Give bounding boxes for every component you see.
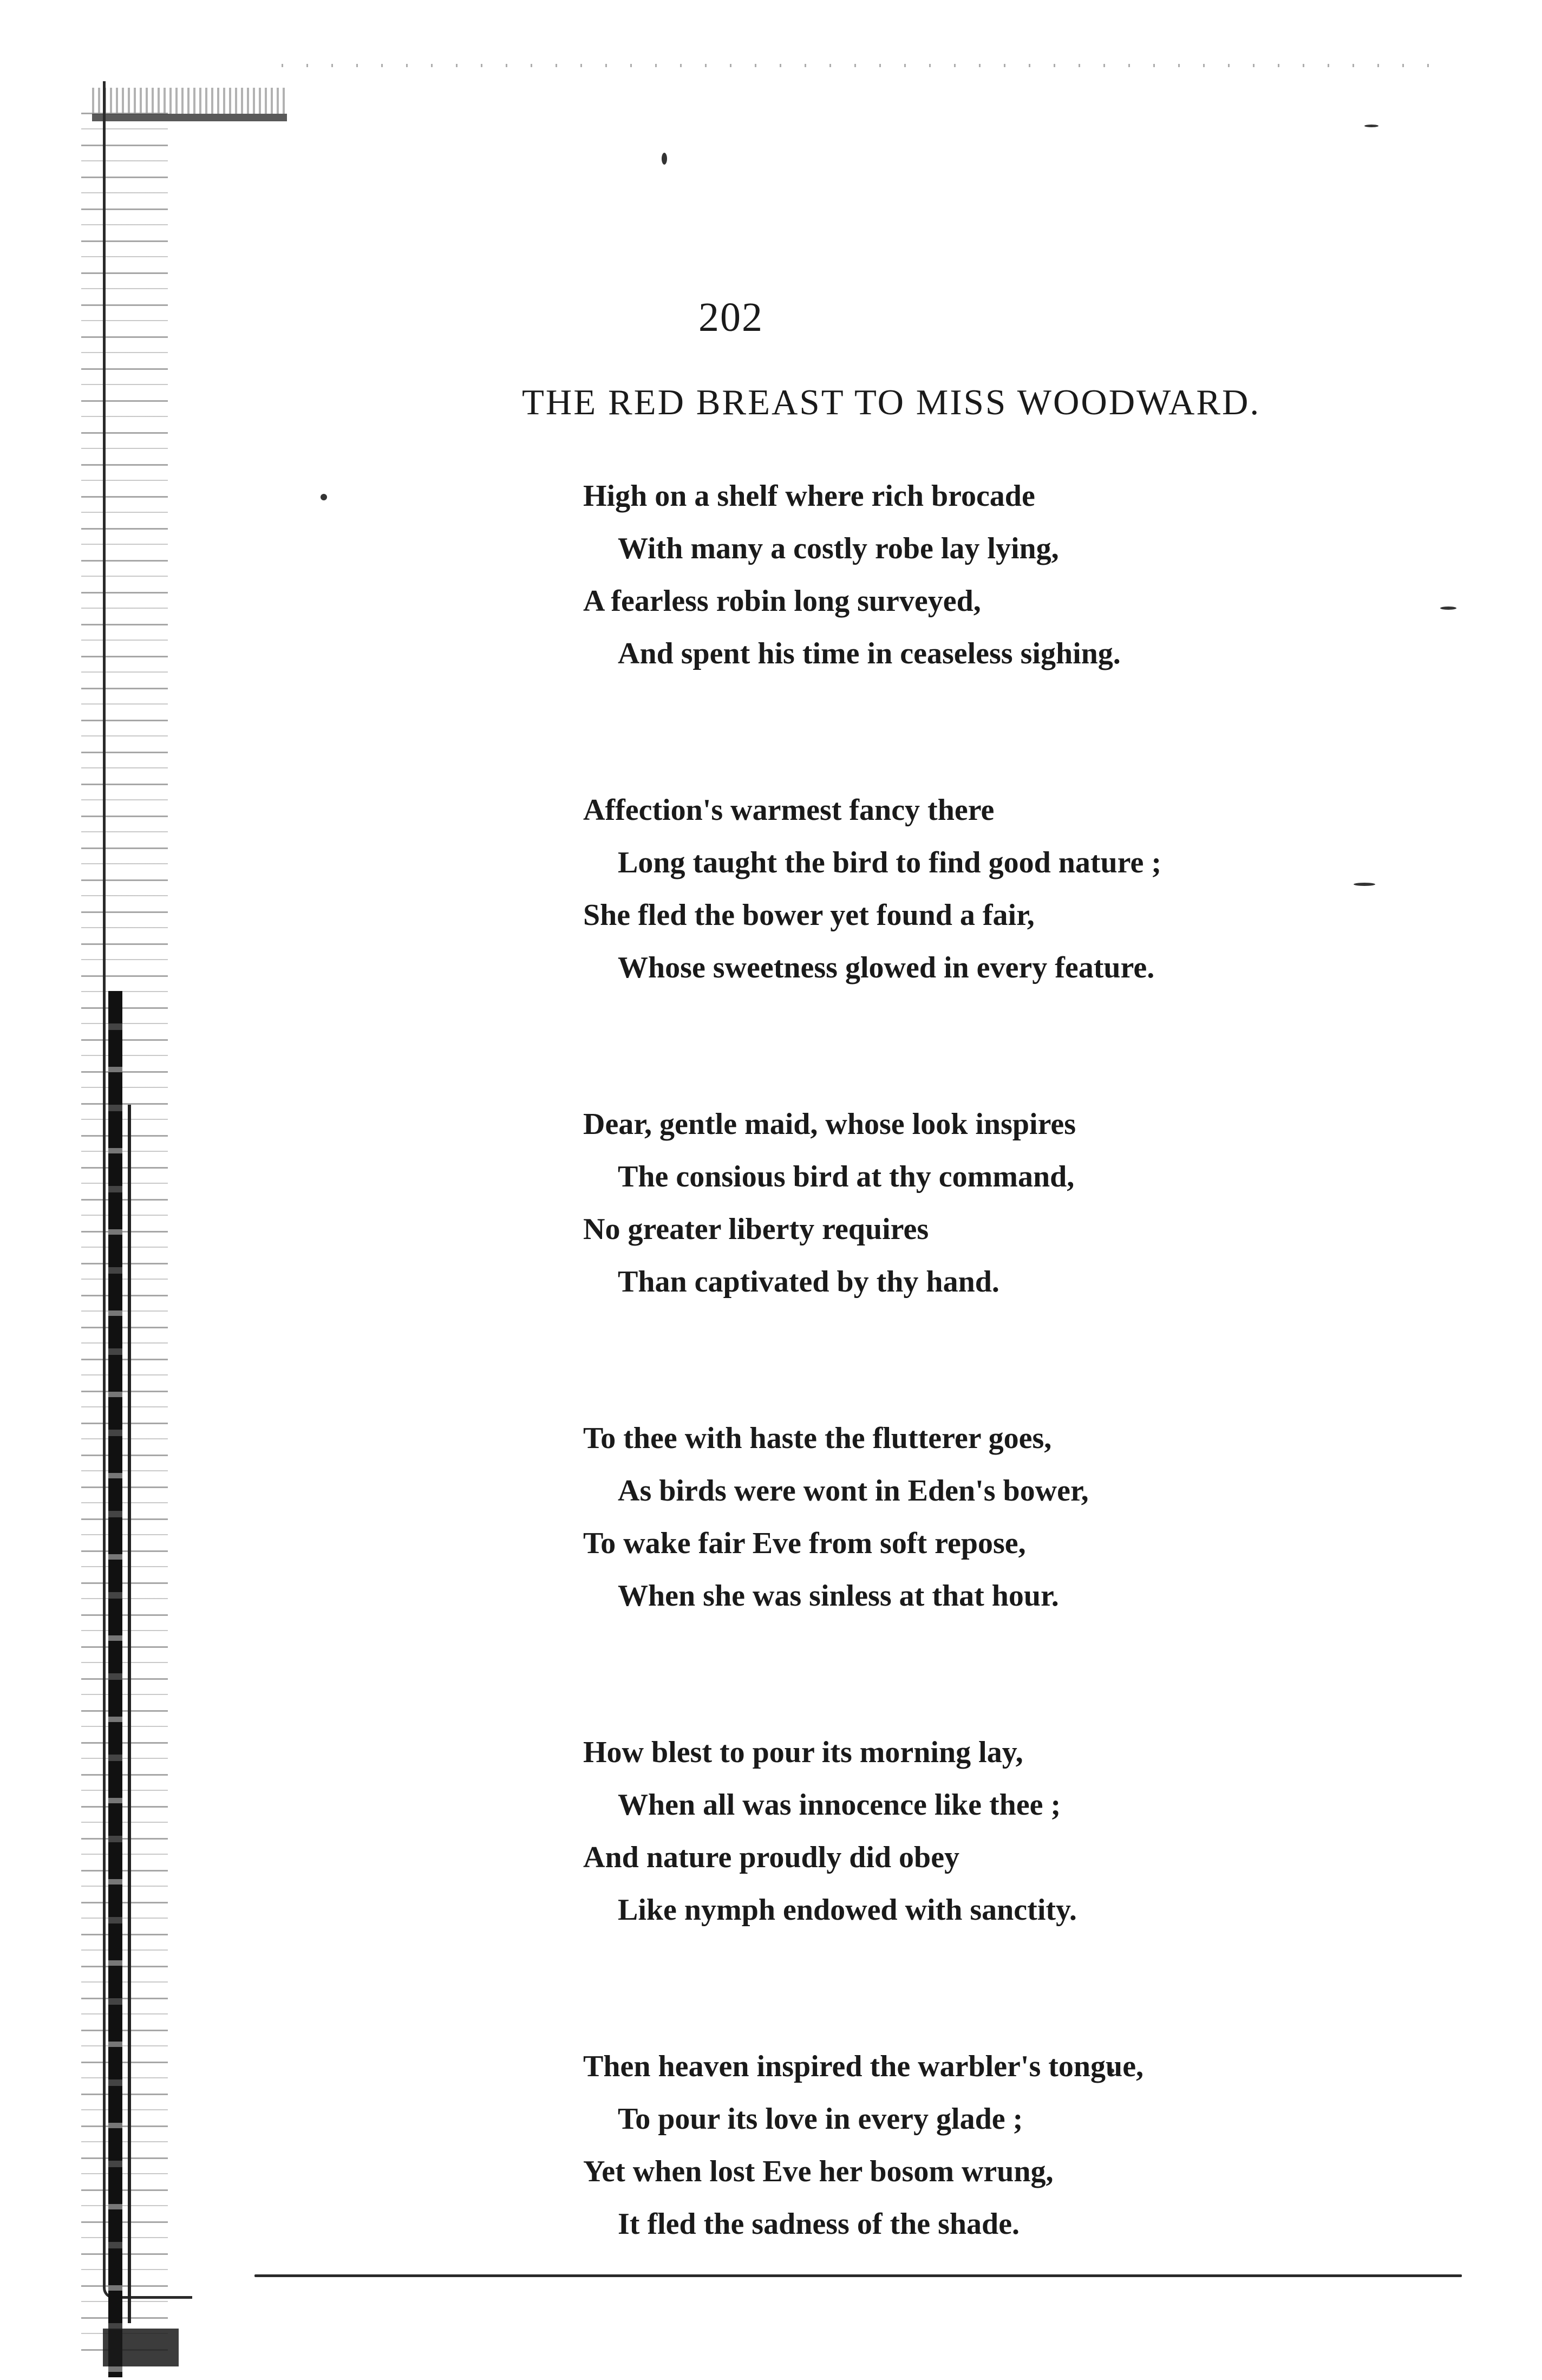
poem-line: To pour its love in every glade ; [618, 2102, 1023, 2136]
poem-line: The consious bird at thy command, [618, 1160, 1075, 1194]
poem-line: A fearless robin long surveyed, [583, 584, 981, 618]
poem-line: With many a costly robe lay lying, [618, 532, 1059, 565]
poem-line: It fled the sadness of the shade. [618, 2207, 1020, 2241]
scan-noise [282, 64, 1446, 67]
poem-line: When she was sinless at that hour. [618, 1579, 1059, 1613]
poem-title: THE RED BREAST TO MISS WOODWARD. [522, 382, 1261, 422]
stanza [583, 1098, 1341, 1308]
poem-line: Like nymph endowed with sanctity. [618, 1893, 1077, 1927]
stanza [583, 1726, 1341, 1936]
poem-line: To thee with haste the flutterer goes, [583, 1422, 1052, 1455]
poem-line: Whose sweetness glowed in every feature. [618, 951, 1155, 984]
poem-line: Dear, gentle maid, whose look inspires [583, 1107, 1076, 1141]
poem-line: And spent his time in ceaseless sighing. [618, 637, 1121, 670]
poem-line: Then heaven inspired the warbler's tongue, [583, 2050, 1144, 2083]
poem-line: Affection's warmest fancy there [583, 793, 995, 827]
book-spine-line [128, 1105, 131, 2323]
poem-line: No greater liberty requires [583, 1212, 929, 1246]
stanza [583, 2040, 1341, 2251]
poem-line: How blest to pour its morning lay, [583, 1736, 1023, 1769]
stanza [583, 470, 1341, 680]
poem-line: Than captivated by thy hand. [618, 1265, 999, 1299]
poem-line: And nature proudly did obey [583, 1841, 960, 1874]
stanza [583, 1412, 1341, 1622]
scan-speck [321, 494, 327, 500]
poem-line: When all was innocence like thee ; [618, 1788, 1061, 1822]
page-number: 202 [698, 295, 763, 340]
scan-speck [1364, 125, 1378, 127]
poem-line: As birds were wont in Eden's bower, [618, 1474, 1089, 1508]
scan-smudge [103, 2329, 179, 2366]
poem-line: She fled the bower yet found a fair, [583, 898, 1035, 932]
scan-speck [1440, 607, 1456, 610]
scan-speck [1354, 883, 1375, 886]
stanza [583, 784, 1341, 994]
poem-line: To wake fair Eve from soft repose, [583, 1527, 1026, 1560]
book-spine [108, 991, 122, 2377]
poem-line: Yet when lost Eve her bosom wrung, [583, 2155, 1054, 2188]
poem-body [583, 470, 1341, 2355]
scan-speck [662, 153, 667, 165]
poem-line: Long taught the bird to find good nature ; [618, 846, 1162, 879]
poem-line: High on a shelf where rich brocade [583, 479, 1035, 513]
